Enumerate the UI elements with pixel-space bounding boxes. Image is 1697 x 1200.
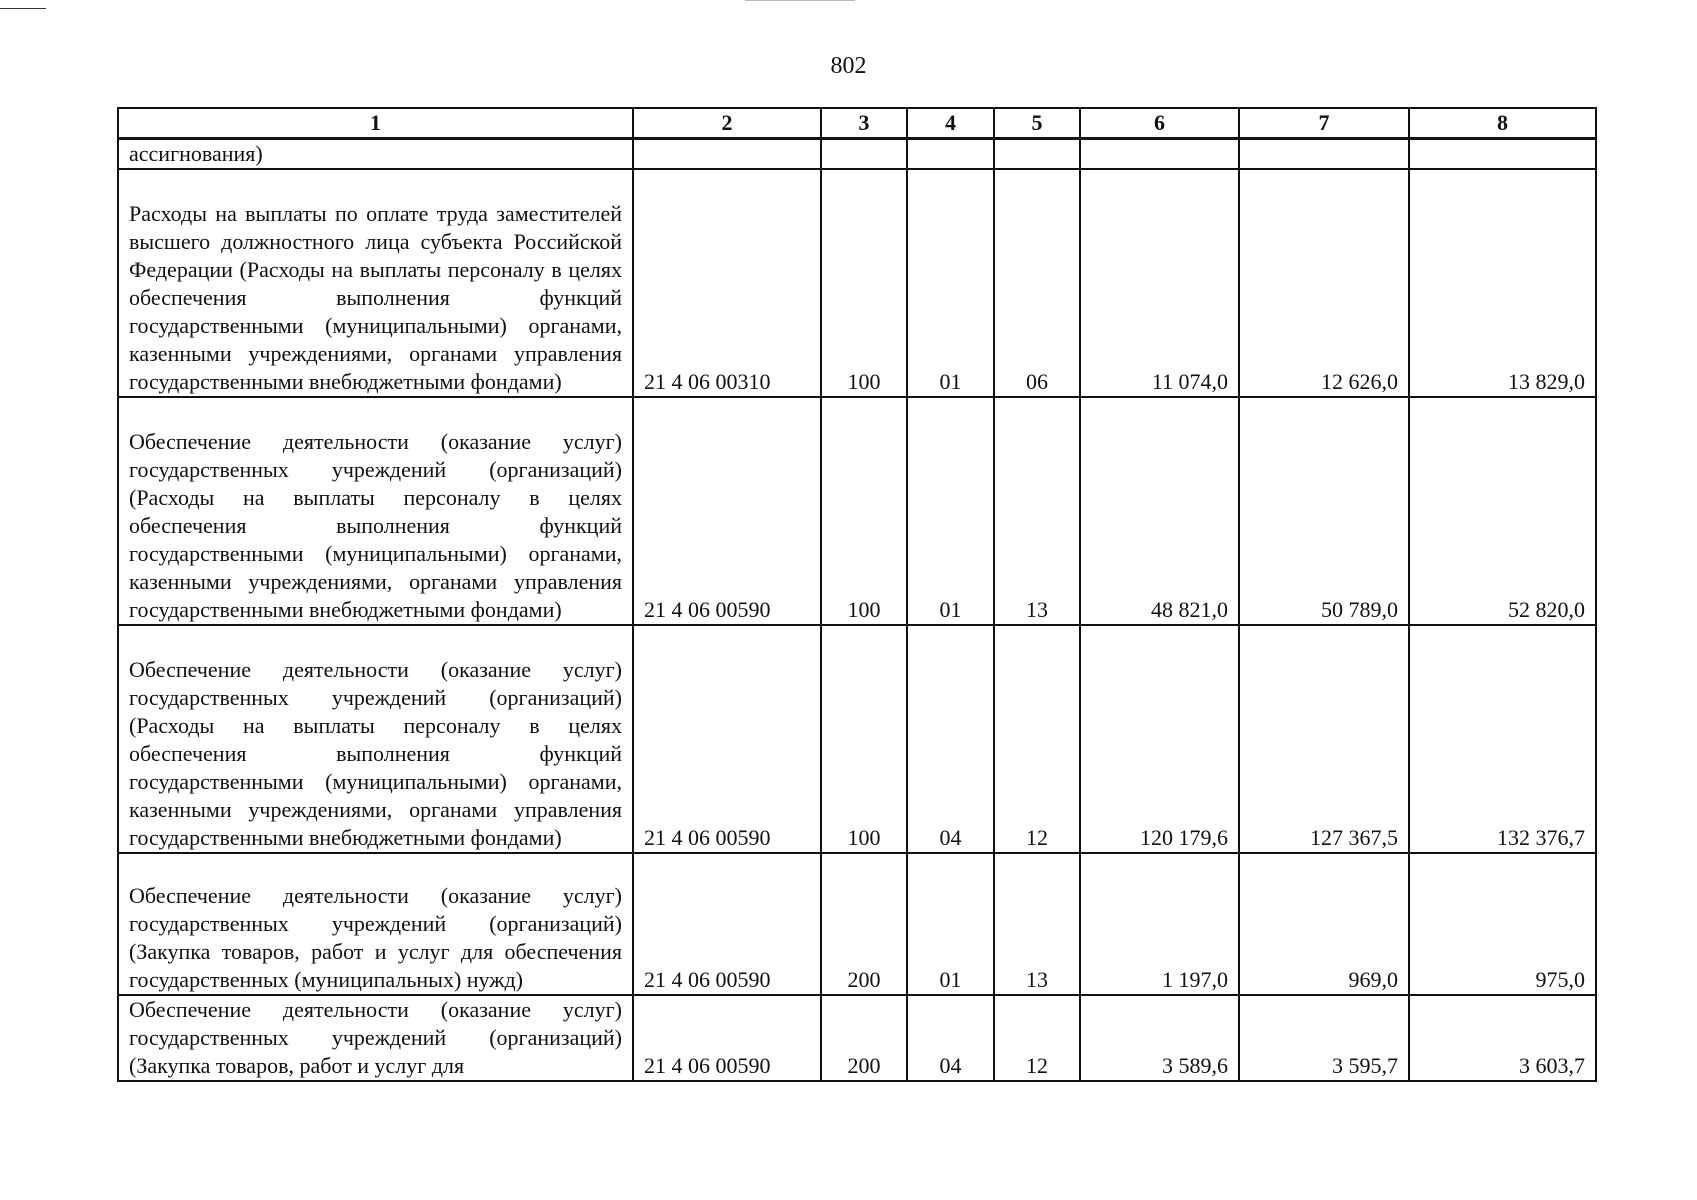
column-header: 1: [118, 108, 633, 139]
table-row: [118, 397, 1596, 625]
row-name: Обеспечение деятельности (оказание услуг) государственных учреждений (организаций) (Расходы на выплаты персоналу в целях обеспечения выполнения функций государственными (муниципальными) органами, казенными учреждениями, органами управления государственными внебюджетными фондами): [118, 397, 633, 625]
row-expense-type: 200: [821, 995, 907, 1081]
row-amount-col7: [1239, 139, 1409, 170]
row-amount-col6: [1080, 139, 1239, 170]
row-amount-col6: 120 179,6: [1080, 625, 1239, 853]
row-subsection: 06: [994, 169, 1080, 397]
row-amount-col7: 969,0: [1239, 853, 1409, 995]
table-row: [118, 853, 1596, 995]
row-section: 01: [907, 853, 994, 995]
row-name: Обеспечение деятельности (оказание услуг) государственных учреждений (организаций) (Закупка товаров, работ и услуг для: [118, 995, 633, 1081]
row-section: 01: [907, 169, 994, 397]
row-subsection: 12: [994, 995, 1080, 1081]
row-amount-col8: 132 376,7: [1409, 625, 1596, 853]
row-target-code: 21 4 06 00310: [633, 169, 821, 397]
scan-edge-mark: [745, 0, 855, 1]
table-row: [118, 995, 1596, 1081]
row-subsection: 13: [994, 397, 1080, 625]
budget-table: [117, 107, 1597, 1082]
row-subsection: 13: [994, 853, 1080, 995]
row-target-code: 21 4 06 00590: [633, 853, 821, 995]
row-subsection: [994, 139, 1080, 170]
table-header-row: [118, 108, 1596, 139]
column-header: 6: [1080, 108, 1239, 139]
scan-edge-mark: [0, 8, 46, 9]
row-amount-col8: [1409, 139, 1596, 170]
row-amount-col6: 48 821,0: [1080, 397, 1239, 625]
row-section: 04: [907, 995, 994, 1081]
column-header: 4: [907, 108, 994, 139]
row-amount-col7: 50 789,0: [1239, 397, 1409, 625]
row-expense-type: 100: [821, 625, 907, 853]
row-expense-type: 100: [821, 169, 907, 397]
row-section: 01: [907, 397, 994, 625]
row-amount-col7: 12 626,0: [1239, 169, 1409, 397]
row-name: Обеспечение деятельности (оказание услуг) государственных учреждений (организаций) (Расходы на выплаты персоналу в целях обеспечения выполнения функций государственными (муниципальными) органами, казенными учреждениями, органами управления государственными внебюджетными фондами): [118, 625, 633, 853]
column-header: 5: [994, 108, 1080, 139]
table-row: [118, 139, 1596, 170]
row-amount-col8: 3 603,7: [1409, 995, 1596, 1081]
row-amount-col6: 11 074,0: [1080, 169, 1239, 397]
page-number: 802: [830, 53, 867, 79]
row-subsection: 12: [994, 625, 1080, 853]
row-target-code: 21 4 06 00590: [633, 995, 821, 1081]
row-target-code: [633, 139, 821, 170]
row-name: ассигнования): [118, 139, 633, 170]
column-header: 7: [1239, 108, 1409, 139]
row-amount-col7: 3 595,7: [1239, 995, 1409, 1081]
row-amount-col8: 52 820,0: [1409, 397, 1596, 625]
row-target-code: 21 4 06 00590: [633, 625, 821, 853]
row-expense-type: 100: [821, 397, 907, 625]
column-header: 8: [1409, 108, 1596, 139]
column-header: 2: [633, 108, 821, 139]
row-amount-col8: 975,0: [1409, 853, 1596, 995]
row-amount-col6: 1 197,0: [1080, 853, 1239, 995]
table-row: [118, 169, 1596, 397]
row-expense-type: 200: [821, 853, 907, 995]
row-name: Расходы на выплаты по оплате труда заместителей высшего должностного лица субъекта Российской Федерации (Расходы на выплаты персоналу в целях обеспечения выполнения функций государственными (муниципальными) органами, казенными учреждениями, органами управления государственными внебюджетными фондами): [118, 169, 633, 397]
row-amount-col7: 127 367,5: [1239, 625, 1409, 853]
row-name: Обеспечение деятельности (оказание услуг) государственных учреждений (организаций) (Закупка товаров, работ и услуг для обеспечения государственных (муниципальных) нужд): [118, 853, 633, 995]
column-header: 3: [821, 108, 907, 139]
row-amount-col8: 13 829,0: [1409, 169, 1596, 397]
row-section: [907, 139, 994, 170]
row-section: 04: [907, 625, 994, 853]
row-amount-col6: 3 589,6: [1080, 995, 1239, 1081]
row-target-code: 21 4 06 00590: [633, 397, 821, 625]
table-row: [118, 625, 1596, 853]
row-expense-type: [821, 139, 907, 170]
